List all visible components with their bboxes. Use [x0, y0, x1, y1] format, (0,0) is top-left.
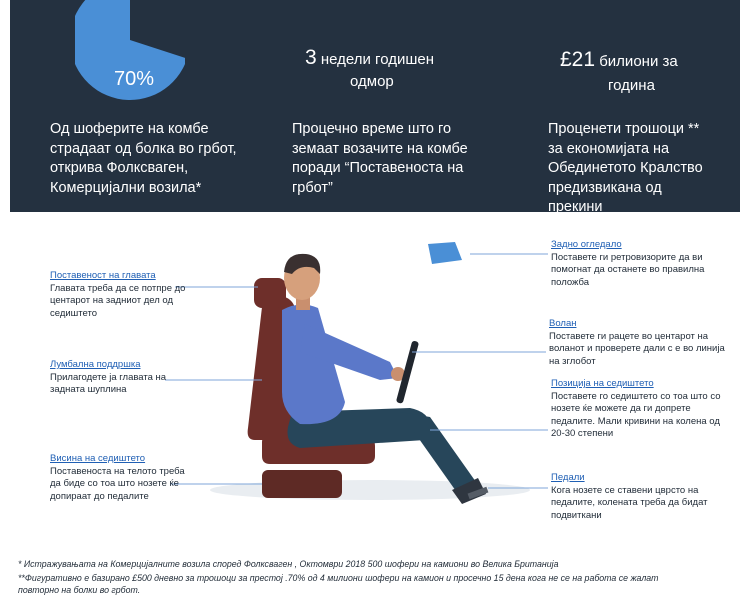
callout-wheel: Волан Поставете ги рацете во центарот на воланот и проверете дали с е во линија на зглобот [549, 318, 725, 367]
mirror-icon [428, 242, 462, 264]
stat2-heading-line2: одмор [350, 73, 394, 90]
stat3-description: Проценети трошоци ** за економијата на Обединетото Кралство предизвикана од прекини [548, 121, 703, 215]
callout-seat-height: Висина на седиштето Поставеноста на телото треба да биде со тоа што нозете ќе допираат до педалите [50, 453, 185, 502]
seat-headrest [254, 278, 286, 308]
stat2-description: Процечно време што го земаат возачите на комбе поради “Поставеноста на грбот” [292, 121, 468, 196]
stat3-heading-line2: година [608, 77, 655, 94]
pie-chart [75, 0, 185, 110]
callout-pedals: Педали Кога нозете се ставени цврсто на педалите, колената треба да бидат подвиткани [551, 472, 708, 521]
stat1-description: Од шоферите на комбе страдаат од болка во грбот, открива Фолксваген, Комерцијални возила* [50, 121, 237, 196]
callout-head: Поставеност на главата Главата треба да се потпре до центарот на задниот дел од седиштето [50, 270, 186, 319]
stat3-heading: £21 билиони за [560, 48, 678, 71]
footnote-2: **Фигуративно е базирано £500 дневно за трошоци за престој .70% од 4 милиони шофери на камион и просечно 15 дена кога не се на работа се жалат [18, 573, 659, 583]
footnote-3: повторно на болки во грбот. [18, 585, 141, 595]
footnote-1: * Истражувањата на Комерцијалните возила според Фолксваген , Октомври 2018 500 шофери на камиони во Велика Британија [18, 559, 559, 569]
pie-label: 70% [114, 68, 155, 90]
callout-seat-position: Позиција на седиштето Поставете го седиштето со тоа што со нозете ќе можете да ги допрете педалите. Мали кривини на колена од 20-30 степени [551, 378, 721, 439]
driver-posture-illustration [0, 212, 750, 552]
seat-base [262, 470, 342, 498]
stats-banner [10, 0, 740, 215]
callout-lumbar: Лумбална поддршка Прилагодете ја главата на задната шуплина [50, 359, 167, 395]
stat2-heading: 3 недели годишен [305, 46, 434, 69]
callout-mirror: Задно огледало Поставете ги ретровизорите да ви помогнат да останете во правилна положба [551, 239, 705, 288]
